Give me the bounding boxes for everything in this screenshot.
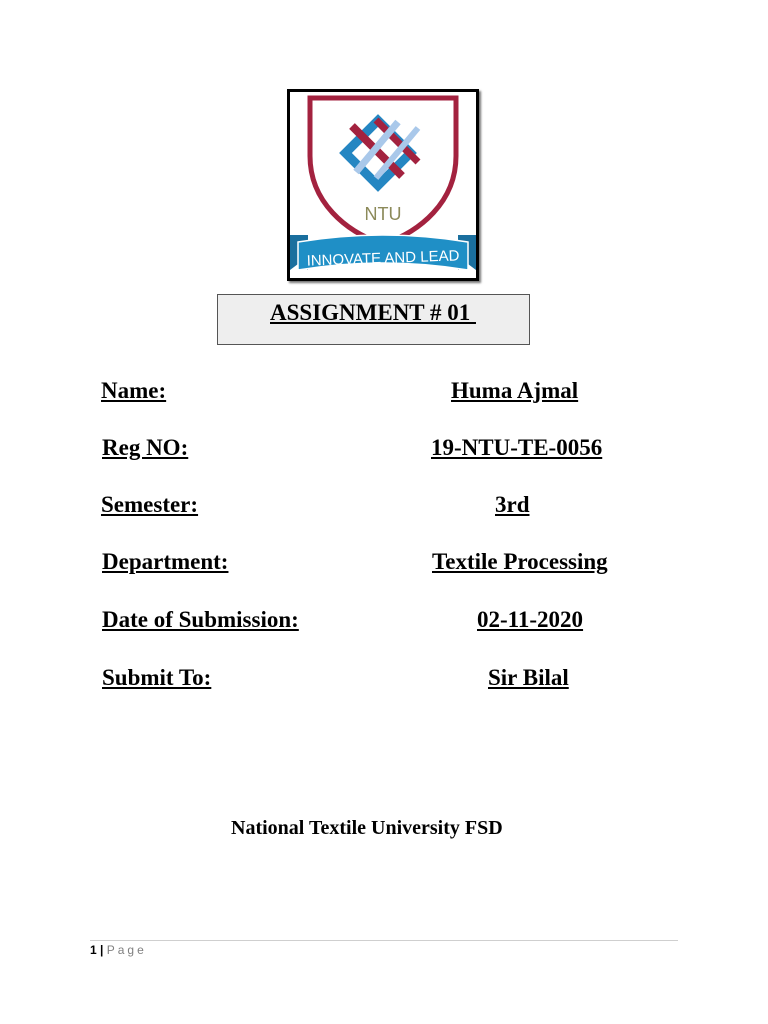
page-number: 1 xyxy=(90,943,97,957)
ntu-shield-logo xyxy=(290,92,476,278)
name-label: Name: xyxy=(101,378,167,403)
semester-label: Semester: xyxy=(101,492,199,517)
page-separator: | xyxy=(100,943,104,957)
submit-to-value: Sir Bilal xyxy=(488,665,569,690)
department-value: Textile Processing xyxy=(432,549,608,574)
submission-date-value: 02-11-2020 xyxy=(477,607,584,632)
university-name: National Textile University FSD xyxy=(231,817,503,839)
university-logo xyxy=(287,89,479,281)
submit-to-label: Submit To: xyxy=(102,665,212,690)
footer-divider xyxy=(90,940,678,941)
page-label: Page xyxy=(106,943,147,957)
department-label: Department: xyxy=(102,549,229,574)
logo-initials: NTU xyxy=(364,204,402,224)
assignment-title: ASSIGNMENT # 01 xyxy=(270,300,476,325)
name-value: Huma Ajmal xyxy=(451,378,579,403)
submission-date-label: Date of Submission: xyxy=(102,607,299,632)
page-footer xyxy=(90,943,147,957)
reg-no-label: Reg NO: xyxy=(102,435,189,460)
semester-value: 3rd xyxy=(495,492,530,517)
logo-motto: INNOVATE AND LEAD xyxy=(306,247,460,270)
reg-no-value: 19-NTU-TE-0056 xyxy=(431,435,603,460)
